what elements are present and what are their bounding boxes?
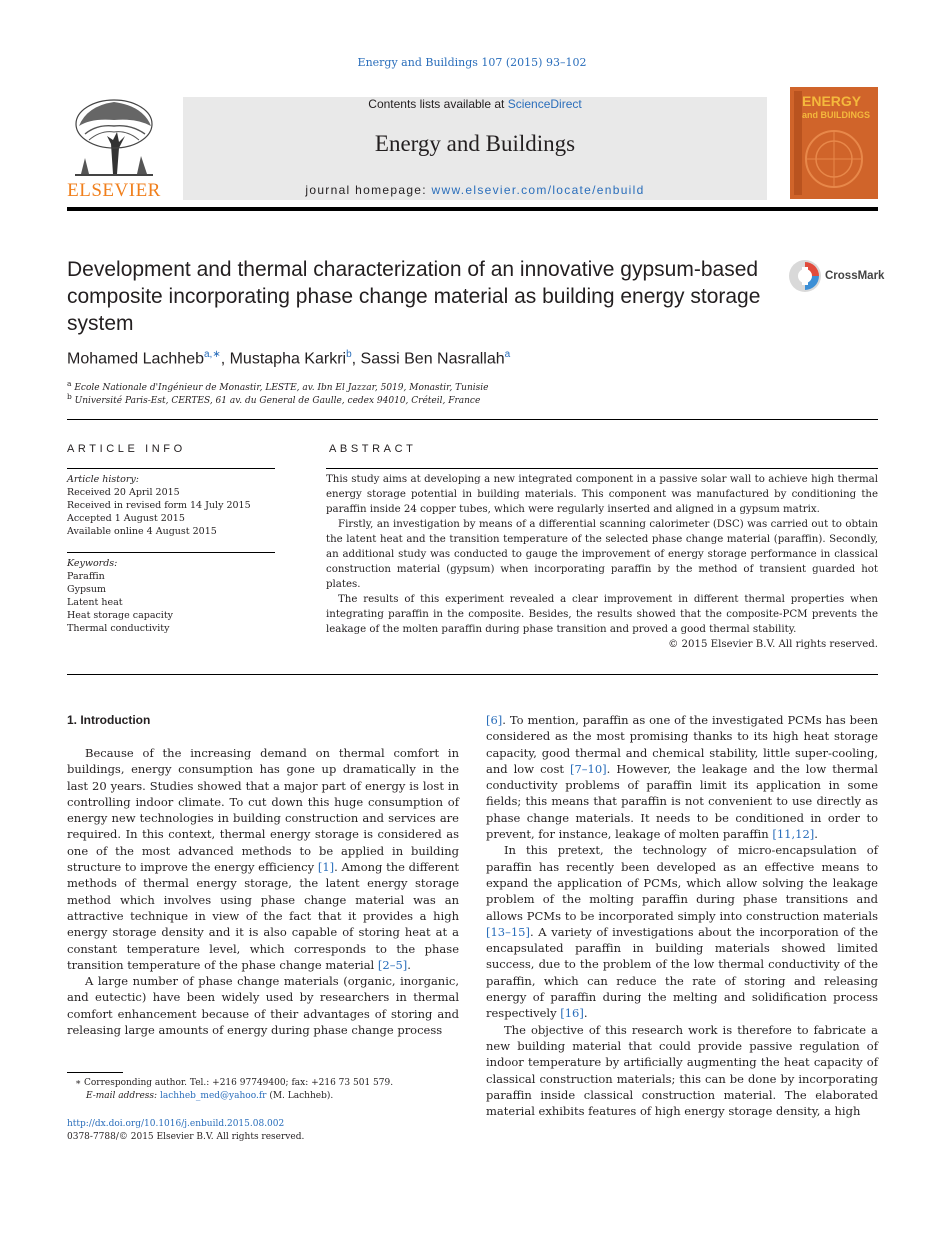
citation-link[interactable]: [16]: [560, 1006, 584, 1021]
journal-cover: [790, 87, 878, 199]
email-note: [86, 1090, 333, 1103]
keyword: Latent heat: [67, 597, 123, 608]
abstract-heading: ABSTRACT: [329, 443, 417, 455]
body-paragraph: The objective of this research work is therefore to fabricate a new building material that could provide passive regulation of indoor temperature by artificially augmenting the heat capacity of classical construction materials; this can be done by incorporating paraffin inside classical construction material. The elaborated material exhibits features of high energy storage density, a high: [486, 1022, 878, 1119]
history-item: Received in revised form 14 July 2015: [67, 500, 251, 511]
affiliation: [67, 379, 488, 393]
introduction-heading: 1. Introduction: [67, 713, 151, 727]
body-text: .: [583, 1006, 588, 1021]
author-affiliation-mark[interactable]: a: [504, 349, 511, 360]
history-item: Received 20 April 2015: [67, 487, 180, 498]
citation-link[interactable]: [1]: [317, 860, 335, 875]
cover-title-line-1: ENERGY: [802, 93, 862, 109]
citation-link[interactable]: [13–15]: [486, 924, 530, 939]
info-rule: [67, 552, 275, 553]
keyword: Gypsum: [67, 584, 107, 595]
history-item: Accepted 1 August 2015: [67, 513, 185, 524]
author-name: Sassi Ben Nasrallah: [360, 350, 505, 368]
section-rule: [67, 674, 878, 675]
body-text: Because of the increasing demand on thermal comfort in buildings, energy consumption has gone up dramatically in the last 20 years. Studies showed that a major part of energy is lost in controlling indoor climate. To cut down this huge consumption of energy new technologies in building construction and services are required. In this context, thermal energy storage is considered as one of the most advanced methods to be applied in building structure to improve the energy efficiency: [67, 746, 459, 875]
body-text: In this pretext, the technology of micro-encapsulation of paraffin has recently been developed as an effective means to expand the application of PCMs, which allow solving the leakage problem of the molting paraffin during phase transitions and allows PCMs to be incorporated simply into construction materials: [486, 843, 878, 923]
issn-line: 0378-7788/© 2015 Elsevier B.V. All rights reserved.: [67, 1132, 305, 1142]
homepage-line: [183, 183, 767, 197]
citation-link[interactable]: [2–5]: [377, 957, 408, 972]
body-paragraph: [486, 712, 878, 842]
body-paragraph: [486, 842, 878, 1021]
email-link[interactable]: lachheb_med@yahoo.fr: [159, 1091, 267, 1101]
journal-name: Energy and Buildings: [374, 131, 576, 156]
info-rule: [67, 468, 275, 469]
doi-link[interactable]: http://dx.doi.org/10.1016/j.enbuild.2015.08.002: [67, 1119, 285, 1129]
affiliation-mark: b: [67, 392, 72, 401]
author-list: [67, 349, 510, 368]
crossmark-label: CrossMark: [825, 270, 885, 282]
contents-prefix: Contents lists available at: [368, 97, 508, 111]
abstract-rule: [326, 468, 878, 469]
corresponding-author-note: ∗ Corresponding author. Tel.: +216 97749400; fax: +216 73 501 579.: [75, 1078, 394, 1088]
abstract-body: [326, 472, 878, 652]
author-affiliation-mark[interactable]: b: [346, 349, 352, 360]
affiliation-mark: a: [67, 379, 72, 388]
citation-link[interactable]: [7–10]: [569, 761, 607, 776]
sciencedirect-link[interactable]: ScienceDirect: [507, 97, 582, 111]
citation-link[interactable]: [11,12]: [772, 827, 815, 842]
history-label: Article history:: [67, 474, 139, 485]
affiliation-text: Ecole Nationale d'Ingénieur de Monastir, LESTE, av. Ibn El Jazzar, 5019, Monastir, Tunisie: [71, 383, 489, 393]
email-label: E-mail address:: [86, 1091, 160, 1101]
cover-title-line-2: and BUILDINGS: [802, 110, 871, 120]
author-affiliation-mark[interactable]: a,∗: [203, 349, 221, 360]
affiliation: [67, 392, 480, 406]
abstract-paragraph: Firstly, an investigation by means of a differential scanning calorimeter (DSC) was carried out to obtain the latent heat and the transition temperature of the selected phase change material (paraffin). Secondly, an additional study was conducted to gauge the improvement of energy storage performance in classical construction material (gypsum) when incorporating paraffin by the method of transient guarded hot plates.: [326, 519, 878, 590]
author-name: Mohamed Lachheb: [67, 350, 204, 368]
author-separator: ,: [351, 350, 361, 368]
affiliation-text: Université Paris-Est, CERTES, 61 av. du General de Gaulle, cedex 94010, Créteil, France: [71, 396, 481, 406]
crossmark-icon: [788, 259, 822, 293]
crossmark-badge[interactable]: [788, 259, 888, 295]
body-paragraph: A large number of phase change materials (organic, inorganic, and eutectic) have been widely used by researchers in thermal comfort enhancement because of their advantages of storing and releasing large amounts of energy during phase change process: [67, 974, 459, 1038]
left-column: [67, 745, 459, 1038]
section-rule: [67, 419, 878, 420]
body-text: .: [407, 957, 411, 972]
author-name: Mustapha Karkri: [229, 350, 347, 368]
cover-title: [802, 95, 870, 121]
citation-link[interactable]: [6]: [486, 713, 503, 727]
body-paragraph: [67, 745, 459, 973]
body-text: . To mention, paraffin as one of the investigated PCMs has been considered as the most promising thanks to its high heat storage capacity, good thermal and chemical stability, little super-cooling, and low cost: [486, 713, 878, 776]
body-text: . However, the leakage and the low thermal conductivity problems of paraffin limit its application in some fields; this means that paraffin is not convenient to use directly as phase change materials. It needs to be conditioned in order to prevent, for instance, leakage of molten paraffin: [486, 761, 878, 842]
author-separator: ,: [220, 350, 230, 368]
header-rule: [67, 207, 878, 211]
abstract-paragraph: The results of this experiment revealed a clear improvement in different thermal properties when integrating paraffin in the composite. Besides, the results showed that the composite-PCM prevents the leakage of the molten paraffin during phase transition and proved a good thermal stability.: [326, 594, 878, 635]
article-info-heading: ARTICLE INFO: [67, 443, 186, 455]
keyword: Thermal conductivity: [67, 623, 170, 634]
history-item: Available online 4 August 2015: [67, 526, 217, 537]
contents-line: [183, 97, 767, 111]
homepage-link[interactable]: www.elsevier.com/locate/enbuild: [431, 183, 645, 197]
keyword: Heat storage capacity: [67, 610, 174, 621]
footnote-rule: [67, 1072, 123, 1073]
right-column: [486, 712, 878, 1119]
homepage-prefix: journal homepage:: [305, 183, 432, 197]
copyright: © 2015 Elsevier B.V. All rights reserved.: [668, 639, 878, 650]
keyword: Paraffin: [67, 571, 105, 582]
abstract-paragraph: This study aims at developing a new integrated component in a passive solar wall to achieve high thermal energy storage potential in building materials. This component was manufactured by conditioning the paraffin inside 24 copper tubes, which were regularly inserted and aligned in a gypsum matrix.: [326, 474, 878, 515]
article-title: Development and thermal characterization of an innovative gypsum-based composite incorporating phase change material as building energy storage system: [67, 258, 761, 335]
keywords-label: Keywords:: [67, 558, 118, 569]
email-suffix: (M. Lachheb).: [266, 1091, 334, 1101]
body-text: .: [814, 827, 818, 842]
body-text: . Among the different methods of thermal energy storage, the latent energy storage method which involves using phase change material was an attractive technique in view of the fact that it provides a high energy storage density and it is also capable of storing heat at a constant temperature level, which corresponds to the phase transition temperature of the phase change material: [67, 860, 460, 972]
publisher-name: ELSEVIER: [67, 180, 161, 201]
body-text: . A variety of investigations about the incorporation of the encapsulated paraffin in building materials showed limited success, due to the problem of the low thermal conductivity of the paraffin, which can reduce the rate of storing and releasing energy of paraffin during the melting and solidification process respectively: [486, 924, 878, 1021]
journal-reference[interactable]: Energy and Buildings 107 (2015) 93–102: [357, 56, 587, 69]
